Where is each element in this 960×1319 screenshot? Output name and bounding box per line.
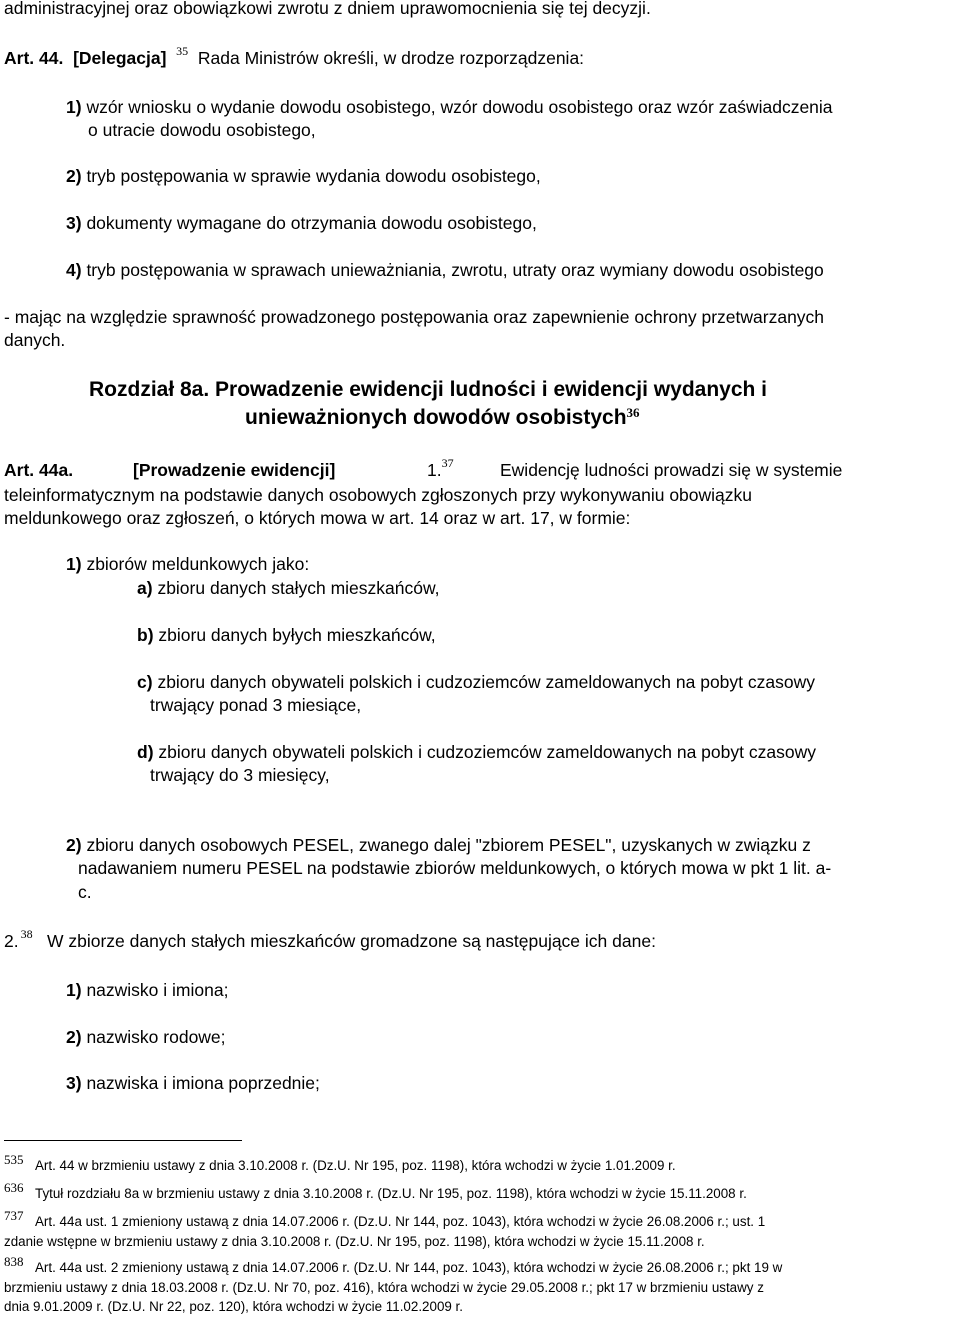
footnote-38: 838 — [4, 1254, 24, 1269]
list-item: 1) wzór wniosku o wydanie dowodu osobistego, wzór dowodu osobistego oraz wzór zaświadczenia — [66, 97, 833, 117]
art-44a-text-2: teleinformatycznym na podstawie danych osobowych zgłoszonych przy wykonywaniu obowiązku — [4, 485, 753, 505]
list-item-continuation: nadawaniem numeru PESEL na podstawie zbiorów meldunkowych, o których mowa w pkt 1 lit. a- — [78, 858, 832, 878]
letter-item: c) zbioru danych obywateli polskich i cudzoziemców zameldowanych na pobyt czasowy — [137, 672, 815, 692]
art-44a-label: Art. 44a. — [4, 460, 74, 480]
footnote-37-text: zdanie wstępne w brzmieniu ustawy z dnia 3.10.2008 r. (Dz.U. Nr 195, poz. 1198), która wchodzi w życie 15.11.2008 r. — [4, 1234, 705, 1249]
list-item: 4) tryb postępowania w sprawach unieważniania, zwrotu, utraty oraz wymiany dowodu osobistego — [66, 260, 824, 280]
footnote-separator — [4, 1140, 242, 1141]
list-item: 1) nazwisko i imiona; — [66, 980, 229, 1000]
footnote-37: 737 — [4, 1208, 24, 1223]
footnote-ref-37: 37 — [441, 456, 454, 470]
list-item: 3) dokumenty wymagane do otrzymania dowodu osobistego, — [66, 213, 537, 233]
chapter-heading-line-1: Rozdział 8a. Prowadzenie ewidencji ludności i ewidencji wydanych i — [89, 378, 768, 401]
footnote-37-text: Art. 44a ust. 1 zmieniony ustawą z dnia 14.07.2006 r. (Dz.U. Nr 144, poz. 1043), która wchodzi w życie 26.08.2006 r.; ust. 1 — [35, 1214, 766, 1229]
art-44a-title: [Prowadzenie ewidencji] — [133, 460, 336, 480]
list-item: 2) tryb postępowania w sprawie wydania dowodu osobistego, — [66, 166, 541, 186]
list-item: 1) zbiorów meldunkowych jako: — [66, 554, 310, 574]
art-44-intro: Rada Ministrów określi, w drodze rozporządzenia: — [197, 48, 585, 68]
art-44a-text-3: meldunkowego oraz zgłoszeń, o których mowa w art. 14 oraz w art. 17, w formie: — [4, 508, 631, 528]
letter-item: a) zbioru danych stałych mieszkańców, — [137, 578, 440, 598]
ust-2-label: 2. $^{38}$ — [4, 927, 33, 951]
footnote-35: 535 — [4, 1152, 24, 1167]
footnote-35-text: Art. 44 w brzmieniu ustawy z dnia 3.10.2008 r. (Dz.U. Nr 195, poz. 1198), która wchodzi w życie 1.01.2009 r. — [35, 1158, 676, 1173]
continuation-line: administracyjnej oraz obowiązkowi zwrotu z dniem uprawomocnienia się tej decyzji. — [4, 0, 651, 18]
list-item: 3) nazwiska i imiona poprzednie; — [66, 1073, 320, 1093]
footnote-ref-38: 38 — [20, 927, 33, 941]
ust-2-text: W zbiorze danych stałych mieszkańców gromadzone są następujące ich dane: — [47, 931, 656, 951]
letter-item: d) zbioru danych obywateli polskich i cudzoziemców zameldowanych na pobyt czasowy — [137, 742, 816, 762]
footnote-36: 636 — [4, 1180, 24, 1195]
letter-item: b) zbioru danych byłych mieszkańców, — [137, 625, 436, 645]
art-44-heading — [4, 44, 585, 72]
ust-1-label: 1.37 — [427, 456, 454, 480]
art-44a-text-1: Ewidencję ludności prowadzi się w systemie — [500, 460, 843, 480]
art-44-title: [Delegacja] — [73, 48, 167, 68]
footnote-36-text: Tytuł rozdziału 8a w brzmieniu ustawy z dnia 3.10.2008 r. (Dz.U. Nr 195, poz. 1198), która wchodzi w życie 15.11.2008 r. — [35, 1186, 747, 1201]
footnote-ref-36: 36 — [626, 405, 640, 420]
letter-item-continuation: trwający do 3 miesięcy, — [150, 765, 330, 785]
footnote-38-text: dnia 9.01.2009 r. (Dz.U. Nr 22, poz. 120), która wchodzi w życie 11.02.2009 r. — [4, 1299, 463, 1314]
list-item-continuation: c. — [78, 882, 92, 902]
footnote-38-text: brzmieniu ustawy z dnia 18.03.2008 r. (Dz.U. Nr 70, poz. 416), która wchodzi w życie 29.05.2008 r.; pkt 17 w brzmieniu ustawy z — [4, 1280, 764, 1295]
letter-item-continuation: trwający ponad 3 miesiące, — [150, 695, 362, 715]
chapter-heading-line-2: unieważnionych dowodów osobistych$^{36}$ — [245, 405, 640, 429]
list-item: 2) nazwisko rodowe; — [66, 1027, 226, 1047]
list-item-continuation: o utracie dowodu osobistego, — [88, 120, 316, 140]
closing-clause-continuation: danych. — [4, 330, 66, 350]
art-44-label: Art. 44. — [4, 48, 64, 68]
footnote-38-text: Art. 44a ust. 2 zmieniony ustawą z dnia 14.07.2006 r. (Dz.U. Nr 144, poz. 1043), która wchodzi w życie 26.08.2006 r.; pkt 19 w — [35, 1260, 783, 1275]
list-item: 2) zbioru danych osobowych PESEL, zwanego dalej "zbiorem PESEL", uzyskanych w związku z — [66, 835, 811, 855]
closing-clause: - mając na względzie sprawność prowadzonego postępowania oraz zapewnienie ochrony przetwarzanych — [4, 307, 825, 327]
footnote-ref-35: 35 — [176, 44, 189, 58]
